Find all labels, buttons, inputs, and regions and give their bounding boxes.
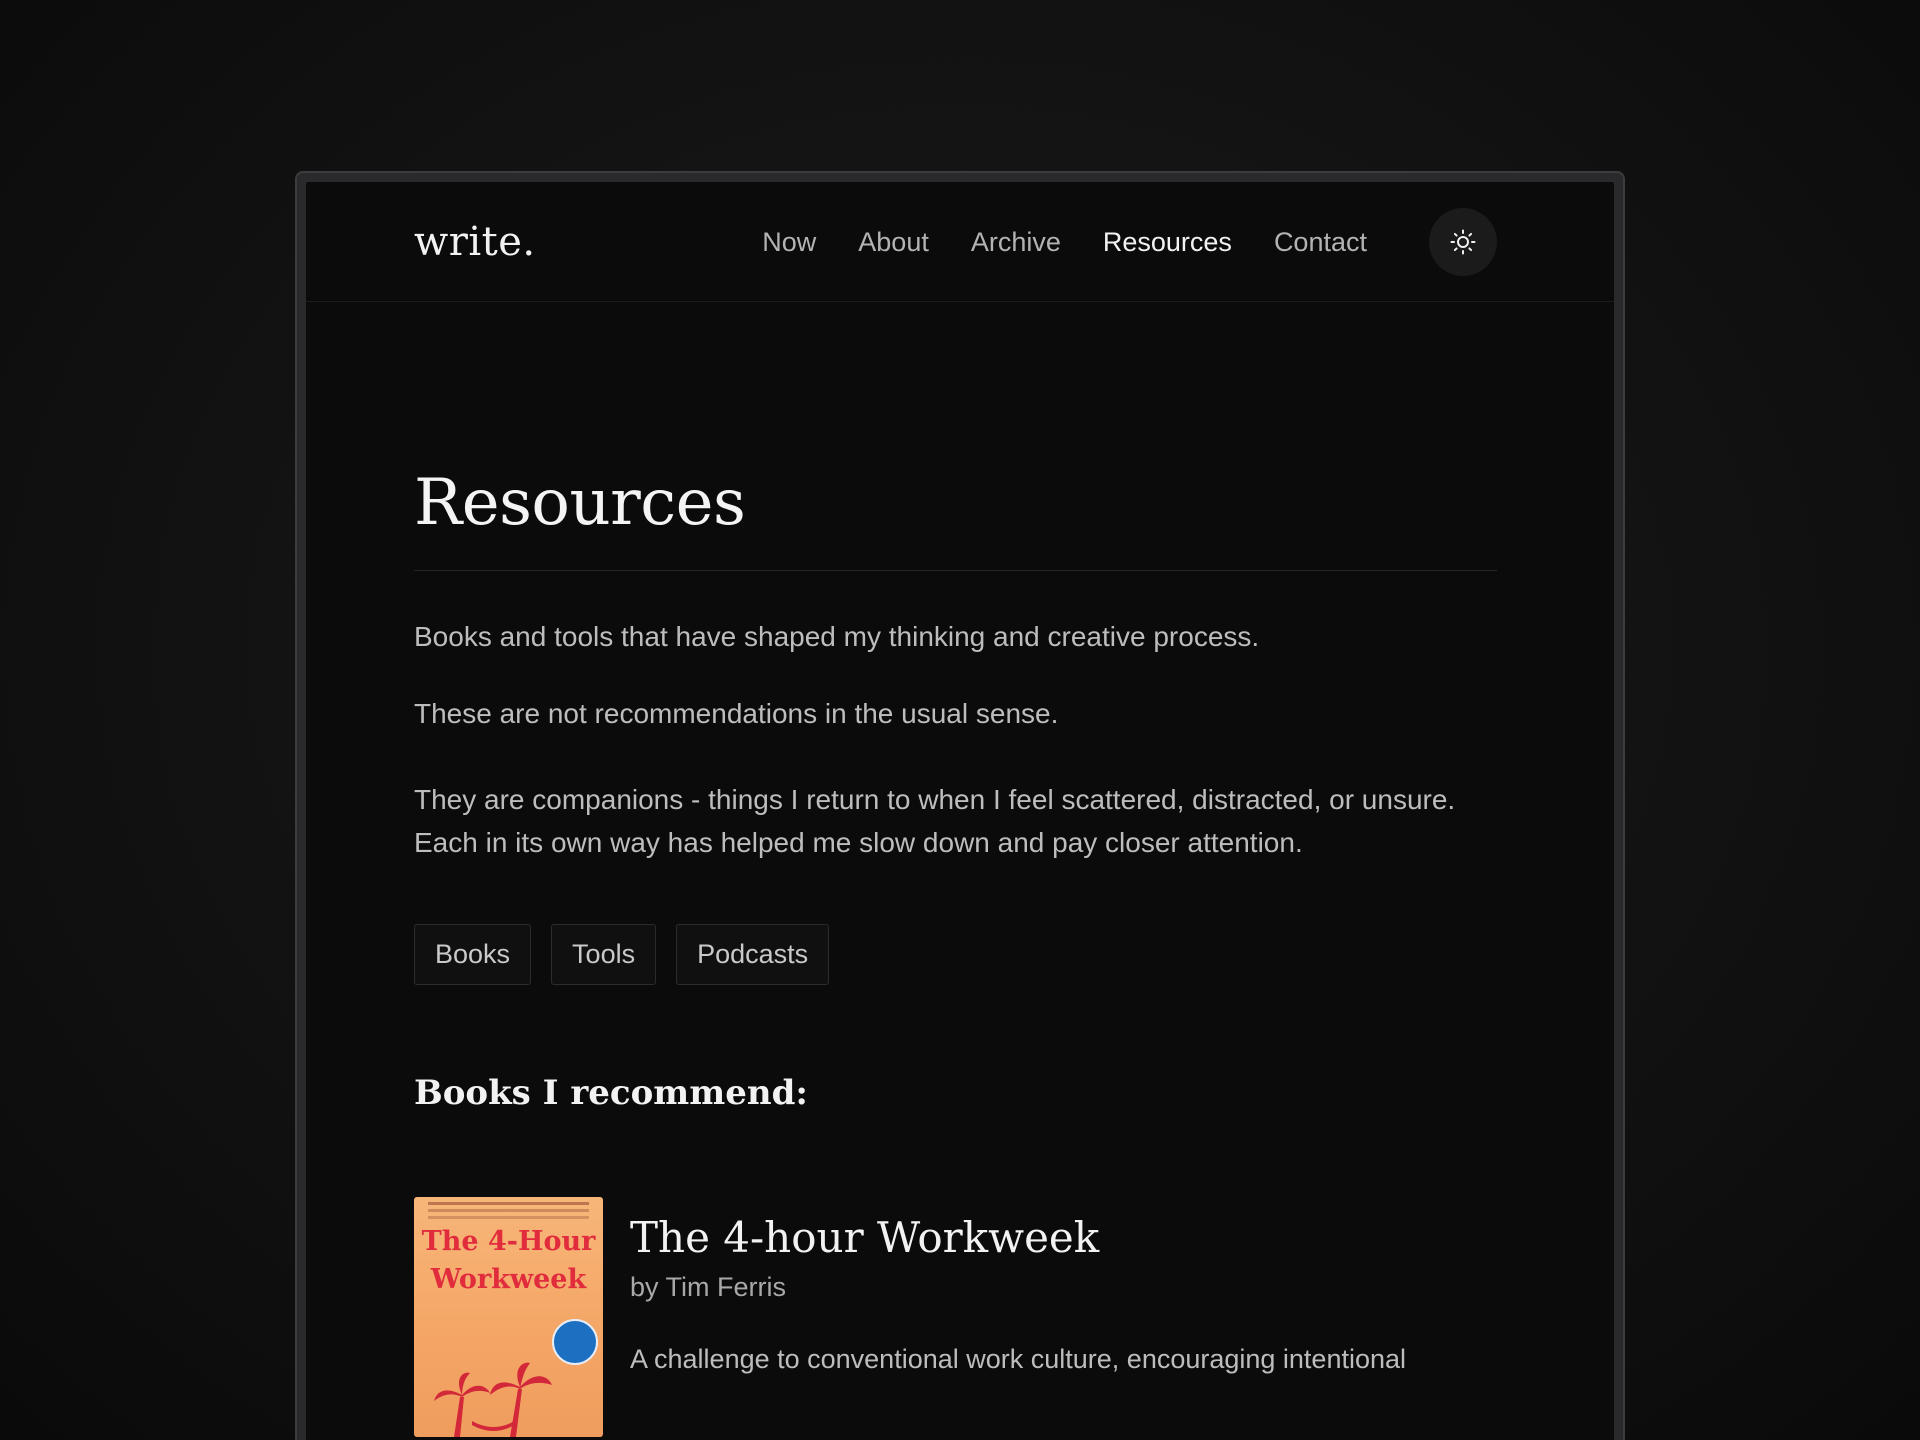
filter-podcasts-button[interactable]: Podcasts bbox=[676, 924, 829, 985]
book-info bbox=[630, 1197, 1406, 1437]
filter-books-button[interactable]: Books bbox=[414, 924, 531, 985]
site-header bbox=[306, 182, 1614, 302]
book-cover[interactable] bbox=[414, 1197, 603, 1437]
nav-item-now[interactable]: Now bbox=[762, 226, 817, 257]
page-title: Resources bbox=[414, 466, 1497, 571]
nav-item-about[interactable]: About bbox=[858, 226, 929, 257]
intro-text bbox=[414, 615, 1497, 864]
nav-item-archive[interactable]: Archive bbox=[970, 226, 1061, 257]
nav-item-contact[interactable]: Contact bbox=[1273, 226, 1367, 257]
book-title[interactable]: The 4-hour Workweek bbox=[630, 1213, 1100, 1262]
device-frame bbox=[295, 171, 1625, 1440]
theme-toggle-button[interactable] bbox=[1429, 208, 1497, 276]
book-item bbox=[414, 1197, 1497, 1437]
nav-item-resources[interactable]: Resources bbox=[1102, 226, 1232, 257]
intro-paragraph: They are companions - things I return to when I feel scattered, distracted, or unsure. Each in its own way has helped me slow down and pay closer attention. bbox=[414, 784, 1456, 858]
intro-paragraph: Books and tools that have shaped my thinking and creative process. bbox=[414, 621, 1260, 652]
cover-title: The 4-Hour Workweek bbox=[421, 1226, 596, 1295]
book-author: by Tim Ferris bbox=[630, 1272, 787, 1302]
cover-badge bbox=[552, 1319, 598, 1365]
cover-blurb bbox=[428, 1202, 589, 1205]
site-logo[interactable]: write. bbox=[414, 218, 536, 265]
category-filters bbox=[414, 924, 1497, 985]
browser-viewport bbox=[306, 182, 1614, 1440]
main-nav bbox=[762, 182, 1367, 302]
main-content bbox=[306, 466, 1614, 1437]
filter-tools-button[interactable]: Tools bbox=[551, 924, 656, 985]
sun-icon bbox=[1450, 229, 1476, 255]
intro-paragraph: These are not recommendations in the usual sense. bbox=[414, 698, 1059, 729]
section-heading: Books I recommend: bbox=[414, 1073, 808, 1113]
book-description: A challenge to conventional work culture, encouraging intentional bbox=[630, 1344, 1407, 1374]
